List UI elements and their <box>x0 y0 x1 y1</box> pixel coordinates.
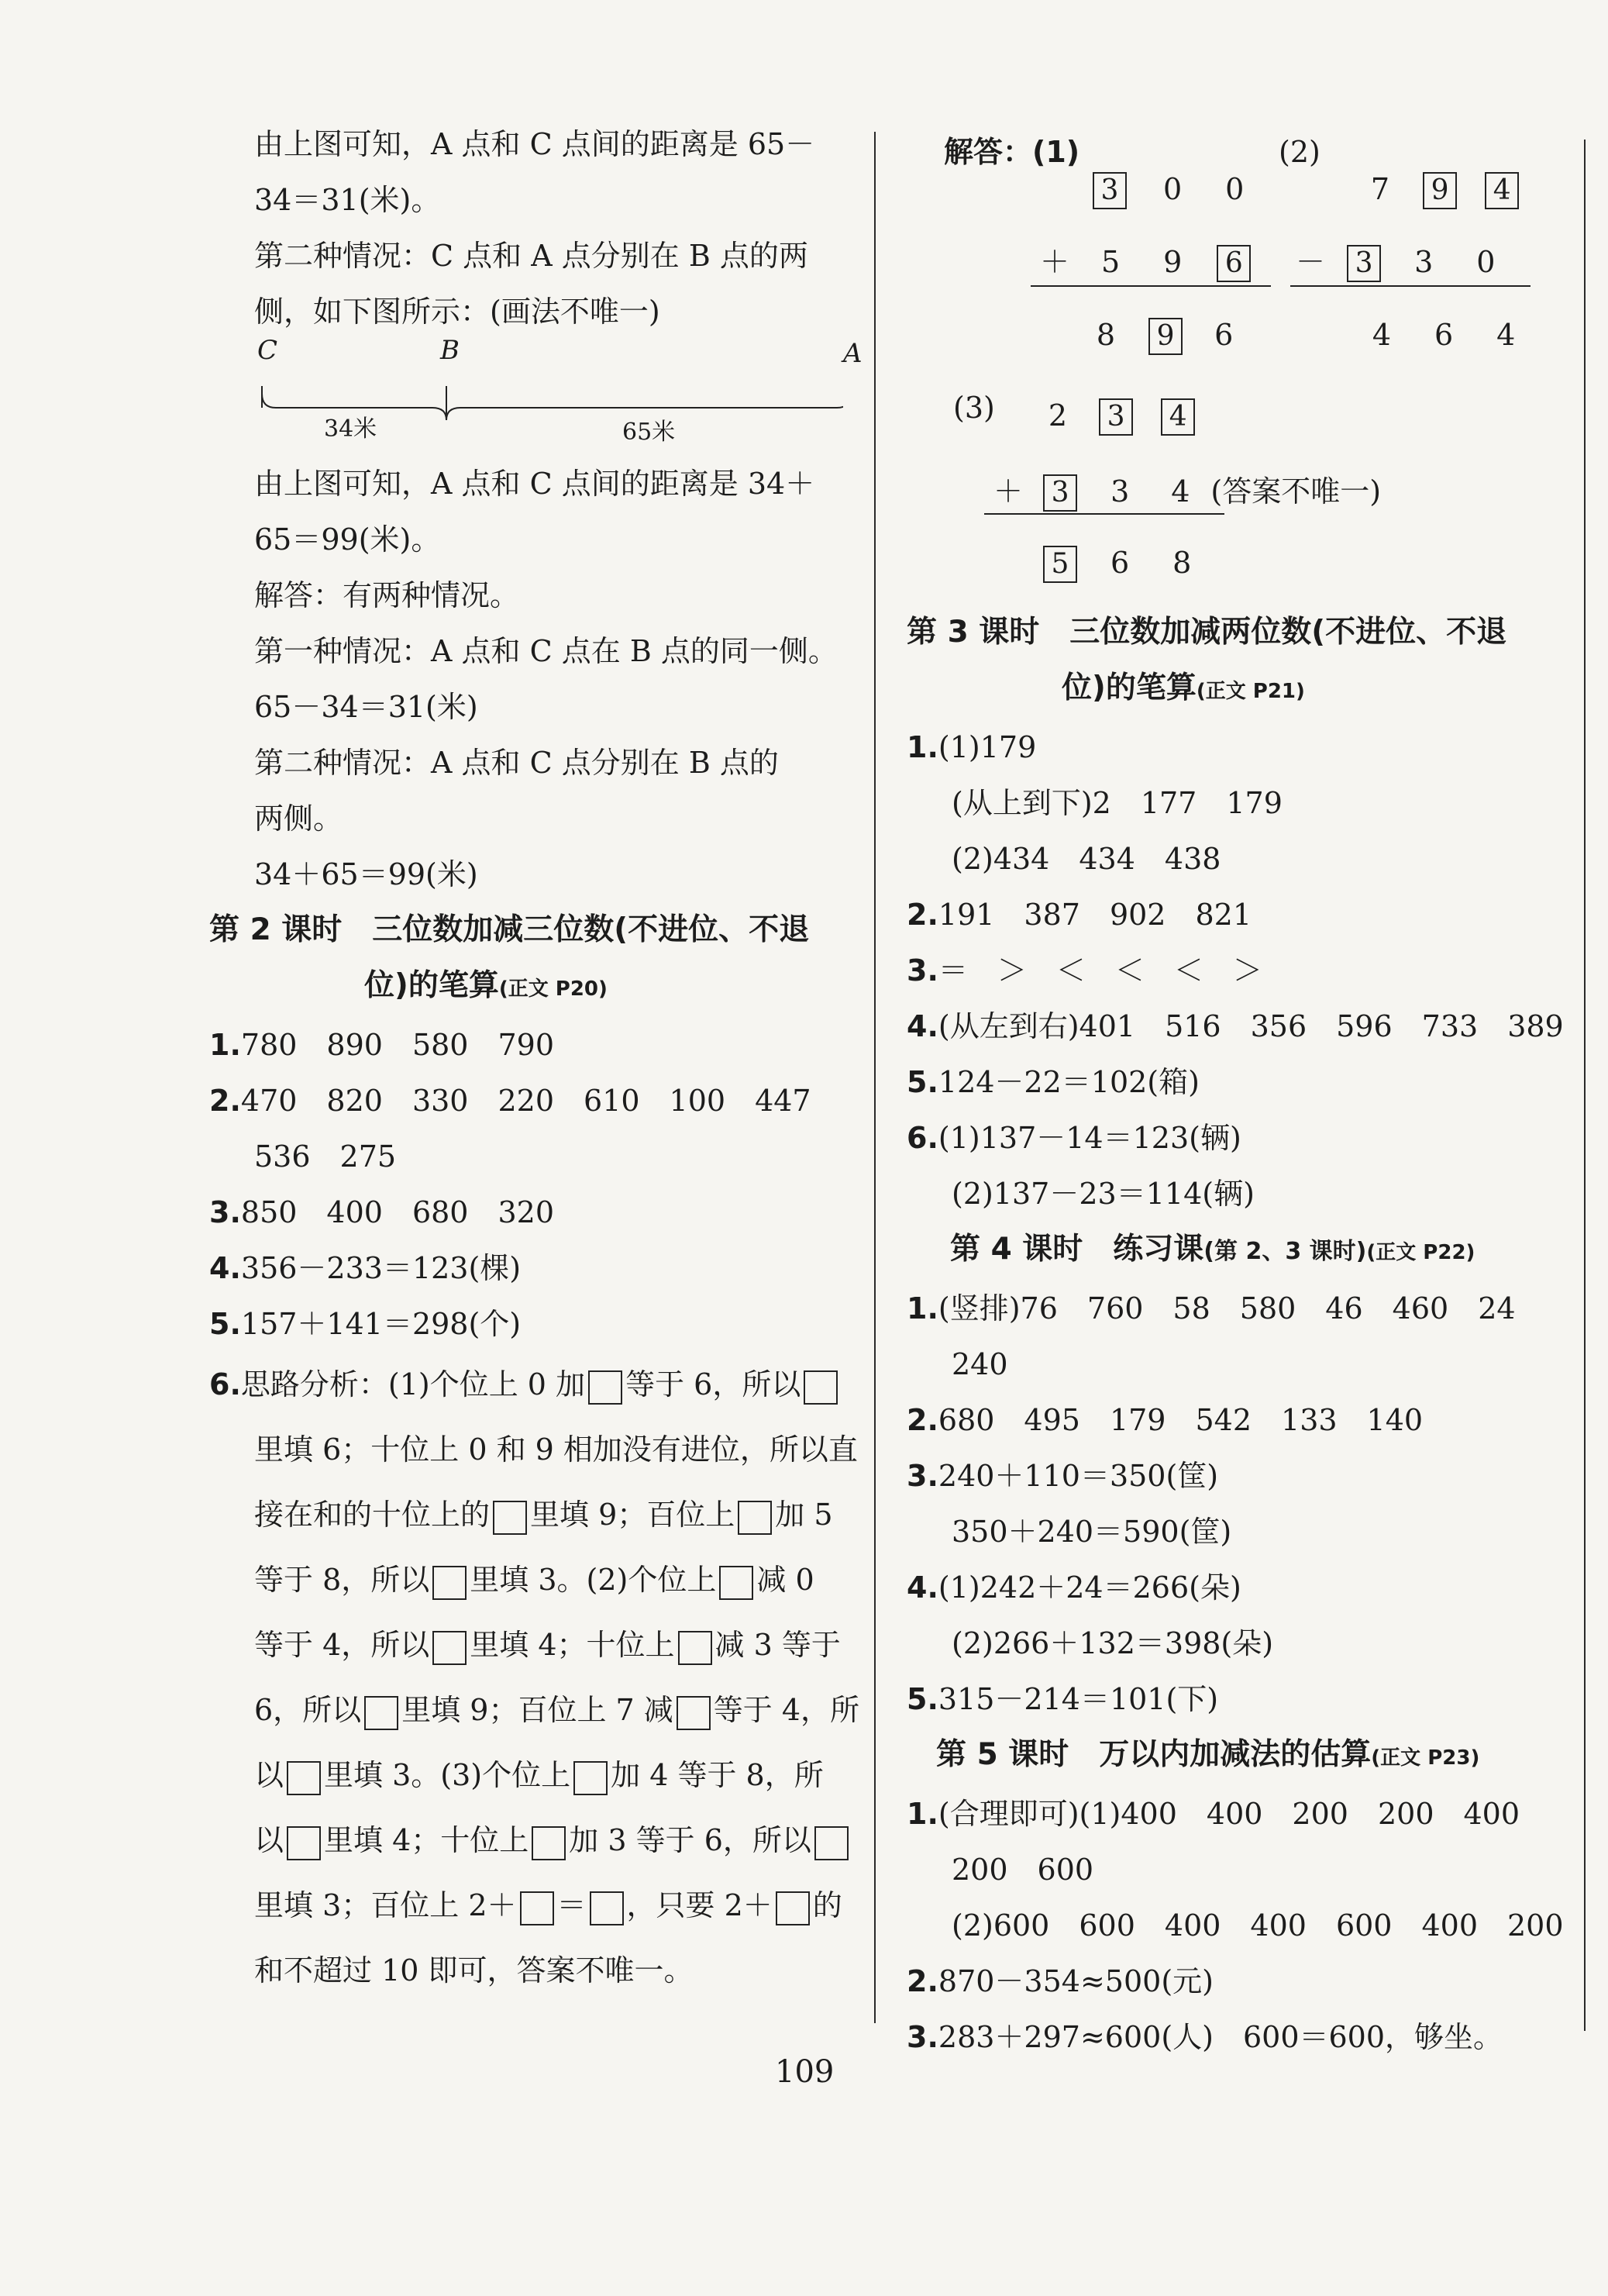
q-number: 2. <box>907 898 938 932</box>
analysis-text: 减 3 等于 <box>714 1628 841 1662</box>
problem-1-row1 <box>1093 161 1251 217</box>
blank-box <box>532 1826 566 1860</box>
q-number: 3. <box>209 1195 241 1229</box>
text-line: 第一种情况：A 点和 C 点在 B 点的同一侧。 <box>254 634 838 668</box>
answer: 680 495 179 542 133 140 <box>938 1403 1424 1437</box>
text-line: 解答：有两种情况。 <box>254 578 520 612</box>
q-number: 5. <box>209 1307 241 1341</box>
filled-box: 3 <box>1347 245 1381 282</box>
analysis-text: 以 <box>254 1758 284 1792</box>
answer-cont: (2)434 434 438 <box>952 842 1221 876</box>
text-line: 两侧。 <box>254 802 343 836</box>
answer: 470 820 330 220 610 100 447 <box>240 1084 811 1118</box>
label-b: B <box>440 335 460 366</box>
blank-box <box>804 1370 838 1405</box>
analysis-text: 6，所以 <box>254 1693 362 1727</box>
q-number: 3. <box>907 1459 938 1493</box>
digit: 2 <box>1048 398 1068 433</box>
q-number: 2. <box>907 1403 938 1437</box>
lesson-2-title-end: 位)的笔算 <box>364 968 499 1003</box>
q-number: 3. <box>907 2020 938 2054</box>
digit: 3 <box>1110 474 1130 508</box>
analysis-text: 和不超过 10 即可，答案不唯一。 <box>254 1953 694 1987</box>
problem-1-result <box>1090 307 1240 363</box>
text-line: 65－34＝31(米) <box>254 690 478 724</box>
filled-box: 4 <box>1485 172 1519 209</box>
blank-box <box>287 1761 321 1795</box>
problem-3-row1 <box>1042 388 1195 443</box>
analysis-text: 加 4 等于 8，所 <box>611 1758 824 1792</box>
answer-label: 解答：(1) <box>944 135 1080 169</box>
segment-label-65: 65米 <box>622 419 676 446</box>
text-line: 侧，如下图所示：(画法不唯一) <box>254 295 660 329</box>
analysis-text: 里填 9；百位上 7 减 <box>401 1693 673 1727</box>
problem-2-row1 <box>1364 161 1519 217</box>
label-c: C <box>257 335 278 366</box>
q-number: 4. <box>907 1570 938 1605</box>
answer-cont: 350＋240＝590(筐) <box>952 1515 1232 1549</box>
answer-cont: (2)266＋132＝398(朵) <box>952 1626 1274 1660</box>
digit: 4 <box>1372 318 1392 352</box>
analysis-text: 里填 3。(3)个位上 <box>324 1758 571 1792</box>
column-divider <box>874 132 876 2023</box>
analysis-text: ＝ <box>556 1888 587 1922</box>
analysis-text: 减 0 <box>756 1563 814 1597</box>
digit: 5 <box>1101 245 1121 279</box>
text-line: 第二种情况：A 点和 C 点分别在 B 点的 <box>254 746 779 780</box>
q-number: 1. <box>907 1797 938 1831</box>
text-line: 34＋65＝99(米) <box>254 857 478 891</box>
digit: 6 <box>1110 546 1130 580</box>
answer: (从左到右)401 516 356 596 733 389 <box>938 1009 1564 1043</box>
digit: 7 <box>1370 172 1390 206</box>
answer: ＝ ＞ ＜ ＜ ＜ ＞ <box>938 953 1262 988</box>
q-number: 1. <box>907 730 938 764</box>
digit: 6 <box>1434 318 1454 352</box>
lesson-4-heading <box>907 1222 1565 1281</box>
digit: 4 <box>1496 318 1516 352</box>
analysis-text: 等于 8，所以 <box>254 1563 430 1597</box>
problem-3-label: (3) <box>953 391 995 425</box>
answer-cont: (2)137－23＝114(辆) <box>952 1177 1255 1211</box>
blank-box <box>520 1891 554 1925</box>
answer: (1)179 <box>938 730 1037 764</box>
lesson-3-heading: 第 3 课时 三位数加减两位数(不进位、不退 <box>907 615 1507 650</box>
segment-label-34: 34米 <box>324 415 377 443</box>
textbook-ref: (正文 P23) <box>1371 1746 1480 1770</box>
analysis-text: 等于 4，所 <box>713 1693 860 1727</box>
digit: 8 <box>1096 318 1116 352</box>
filled-box: 5 <box>1043 546 1077 583</box>
analysis-text: 里填 3。(2)个位上 <box>470 1563 717 1597</box>
q-number: 1. <box>907 1291 938 1326</box>
operator: － <box>1295 245 1325 279</box>
analysis-text: 等于 6，所以 <box>625 1367 801 1401</box>
q-number: 4. <box>907 1009 938 1043</box>
answer: 240＋110＝350(筐) <box>938 1459 1219 1493</box>
q-number: 2. <box>209 1084 241 1118</box>
textbook-ref: (正文 P22) <box>1366 1241 1475 1264</box>
text-line: 第二种情况：C 点和 A 点分别在 B 点的两 <box>254 239 808 273</box>
answer-cont: 200 600 <box>952 1853 1094 1887</box>
sum-line <box>1290 285 1531 287</box>
right-column <box>907 116 1565 2065</box>
answer: (1)242＋24＝266(朵) <box>938 1570 1241 1605</box>
blank-box <box>493 1501 527 1535</box>
digit: 3 <box>1414 245 1434 279</box>
filled-box: 3 <box>1043 474 1077 512</box>
analysis-text: 加 5 <box>775 1498 833 1532</box>
textbook-ref: (正文 P21) <box>1196 680 1305 703</box>
answer-cont: (从上到下)2 177 179 <box>952 786 1283 820</box>
lesson-3-title-end: 位)的笔算 <box>1062 671 1197 705</box>
digit: 9 <box>1163 245 1183 279</box>
answer: 157＋141＝298(个) <box>240 1307 522 1341</box>
q-number: 6. <box>209 1367 241 1401</box>
analysis-text: 里填 6；十位上 0 和 9 相加没有进位，所以直 <box>254 1432 858 1467</box>
answer: 283＋297≈600(人) 600＝600，够坐。 <box>938 2020 1503 2054</box>
answer-cont: (2)600 600 400 400 600 400 200 <box>952 1908 1564 1943</box>
answer: 315－214＝101(下) <box>938 1682 1219 1716</box>
filled-box: 6 <box>1217 245 1251 282</box>
answer: (合理即可)(1)400 400 200 200 400 <box>938 1797 1520 1831</box>
analysis-text: ，只要 2＋ <box>626 1888 773 1922</box>
problem-2-result <box>1365 307 1522 363</box>
filled-box: 9 <box>1148 318 1183 355</box>
filled-box: 3 <box>1099 398 1133 436</box>
text-line: 65＝99(米)。 <box>254 522 441 557</box>
left-column <box>209 116 863 2003</box>
vertical-arithmetic <box>907 116 1565 605</box>
q-number: 1. <box>209 1028 241 1062</box>
answer: 124－22＝102(箱) <box>938 1065 1200 1099</box>
blank-box <box>678 1631 712 1665</box>
text-line: 34＝31(米)。 <box>254 183 441 217</box>
digit: 8 <box>1172 546 1192 580</box>
answer: 870－354≈500(元) <box>938 1964 1214 1998</box>
answer-cont: 240 <box>952 1347 1008 1381</box>
analysis-text: 以 <box>254 1823 284 1857</box>
lesson-5-heading <box>907 1727 1565 1786</box>
textbook-ref: (正文 P20) <box>498 977 608 1001</box>
analysis-text: 等于 4，所以 <box>254 1628 430 1662</box>
answer: 850 400 680 320 <box>240 1195 555 1229</box>
answer: 191 387 902 821 <box>938 898 1252 932</box>
problem-2-row2 <box>1294 234 1502 290</box>
blank-box <box>814 1826 849 1860</box>
filled-box: 9 <box>1423 172 1457 209</box>
blank-box <box>776 1891 810 1925</box>
blank-box <box>364 1696 398 1730</box>
digit: 4 <box>1171 474 1190 508</box>
blank-box <box>287 1826 321 1860</box>
blank-box <box>432 1631 467 1665</box>
analysis-text: 里填 3；百位上 2＋ <box>254 1888 517 1922</box>
note: (答案不唯一) <box>1210 474 1382 508</box>
problem-3-row2 <box>992 464 1381 519</box>
problem-1-row2 <box>1038 234 1251 290</box>
blank-box <box>432 1566 467 1600</box>
answer-cont: 536 275 <box>254 1139 397 1174</box>
answer: (1)137－14＝123(辆) <box>938 1121 1241 1155</box>
analysis-text: 的 <box>812 1888 842 1922</box>
q-number: 5. <box>907 1065 938 1099</box>
q-number: 3. <box>907 953 938 988</box>
q-number: 6. <box>907 1121 938 1155</box>
text-line: 由上图可知，A 点和 C 点间的距离是 65－ <box>254 127 815 161</box>
analysis-text: 加 3 等于 6，所以 <box>569 1823 811 1857</box>
q-number: 4. <box>209 1251 241 1285</box>
operator: ＋ <box>993 474 1023 508</box>
q-number: 5. <box>907 1682 938 1716</box>
digit: 0 <box>1225 172 1245 206</box>
digit: 0 <box>1163 172 1183 206</box>
operator: ＋ <box>1039 245 1069 279</box>
page-number: 109 <box>775 2054 835 2090</box>
analysis-text: 思路分析：(1)个位上 0 加 <box>240 1367 586 1401</box>
lesson-2-heading: 第 2 课时 三位数加减三位数(不进位、不退 <box>209 912 810 947</box>
problem-3-result <box>1043 535 1198 591</box>
text-line: 由上图可知，A 点和 C 点间的距离是 34＋ <box>254 467 815 501</box>
analysis-text: 里填 9；百位上 <box>530 1498 735 1532</box>
q-number: 2. <box>907 1964 938 1998</box>
blank-box <box>738 1501 772 1535</box>
analysis-text: 接在和的十位上的 <box>254 1498 491 1532</box>
filled-box: 4 <box>1161 398 1195 436</box>
lesson-3-heading-cont <box>907 660 1565 719</box>
blank-box <box>719 1566 753 1600</box>
blank-box <box>590 1891 624 1925</box>
digit: 0 <box>1476 245 1496 279</box>
digit: 6 <box>1214 318 1234 352</box>
blank-box <box>588 1370 622 1405</box>
problem-2-label: (2) <box>1279 135 1320 169</box>
answer: 780 890 580 790 <box>240 1028 555 1062</box>
sum-line <box>984 513 1224 515</box>
analysis-text: 里填 4；十位上 <box>324 1823 529 1857</box>
lesson-2-heading-cont <box>209 958 860 1017</box>
answer: (竖排)76 760 58 580 46 460 24 <box>938 1291 1516 1326</box>
right-edge-rule <box>1584 140 1586 2031</box>
distance-diagram <box>254 335 863 456</box>
lesson-4-sub: (第 2、3 课时) <box>1203 1238 1367 1265</box>
analysis-text: 里填 4；十位上 <box>470 1628 675 1662</box>
blank-box <box>677 1696 711 1730</box>
filled-box: 3 <box>1093 172 1127 209</box>
blank-box <box>573 1761 608 1795</box>
lesson-5-title: 第 5 课时 万以内加减法的估算 <box>936 1737 1372 1772</box>
label-a: A <box>843 338 863 369</box>
lesson-4-title: 第 4 课时 练习课 <box>950 1232 1204 1267</box>
answer: 356－233＝123(棵) <box>240 1251 522 1285</box>
sum-line <box>1031 285 1271 287</box>
